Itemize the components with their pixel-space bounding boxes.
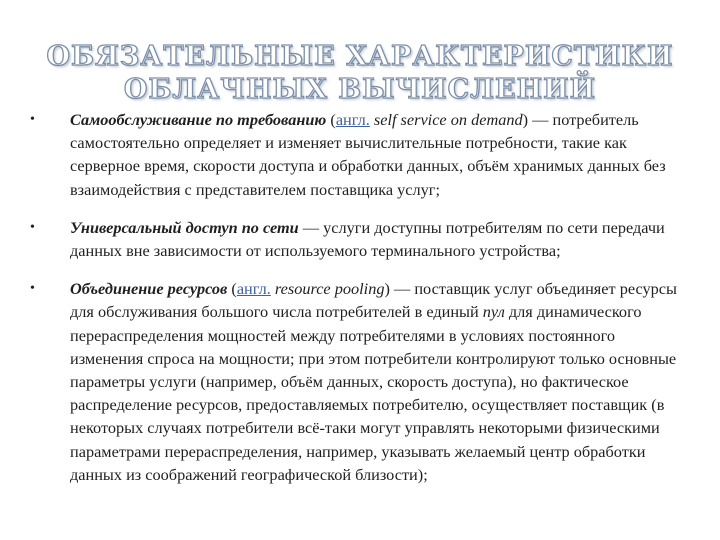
- paren-close-dash: ) —: [384, 279, 415, 299]
- item-description-part-a: поставщик услуг объединяет ресурсы для обслуживания большого числа потребителей в единый: [70, 279, 677, 322]
- term-network-access: Универсальный доступ по сети: [70, 217, 299, 237]
- term-resource-pooling: Объединение ресурсов: [70, 279, 228, 299]
- slide-title: [0, 40, 720, 106]
- term-pul: пул: [482, 302, 505, 322]
- item-description: потребитель самостоятельно определяет и изменяет вычислительные потребности, такие как серверное время, скорости доступа и обработки данных, объём хранимых данных без взаимодействия с представителем поставщика услуг;: [70, 110, 666, 199]
- bullet-icon: •: [30, 112, 35, 127]
- title-line-2: ОБЛАЧНЫХ ВЫЧИСЛЕНИЙ: [123, 74, 597, 105]
- paren-open: (: [326, 110, 336, 129]
- english-term: resource pooling: [270, 279, 385, 299]
- list-item-network-access: [30, 216, 690, 262]
- term-self-service: Самообслуживание по требованию: [70, 110, 327, 129]
- item-description-part-b: для динамического перераспределения мощностей между потребителями в условиях постоянного изменения спроса на мощности; при этом потребители контролируют только основные параметры услуги (например, объём данных, скорость доступа), но фактическое распределение ресурсов, предоставляемых потребителю, осуществляет поставщик (в некоторых случаях потребители всё-таки могут управлять некоторыми физическими параметрами перераспределения, например, указывать желаемый центр обработки данных из соображений географической близости);: [70, 302, 677, 484]
- lang-link-english[interactable]: англ.: [236, 279, 271, 299]
- bullet-icon: •: [30, 219, 35, 235]
- english-term: self service on demand: [369, 110, 523, 129]
- bullet-icon: •: [30, 281, 35, 297]
- paren-close-dash: ) —: [522, 110, 553, 129]
- lang-link-english[interactable]: англ.: [335, 110, 370, 129]
- title-line-1: ОБЯЗАТЕЛЬНЫЕ ХАРАКТЕРИСТИКИ: [46, 41, 674, 72]
- bullet-list: [30, 108, 690, 501]
- paren-open: (: [227, 279, 237, 299]
- item-description: — услуги доступны потребителям по сети передачи данных вне зависимости от используемого терминального устройства;: [70, 217, 665, 261]
- list-item-self-service: [30, 108, 690, 201]
- list-item-resource-pooling: [30, 277, 690, 486]
